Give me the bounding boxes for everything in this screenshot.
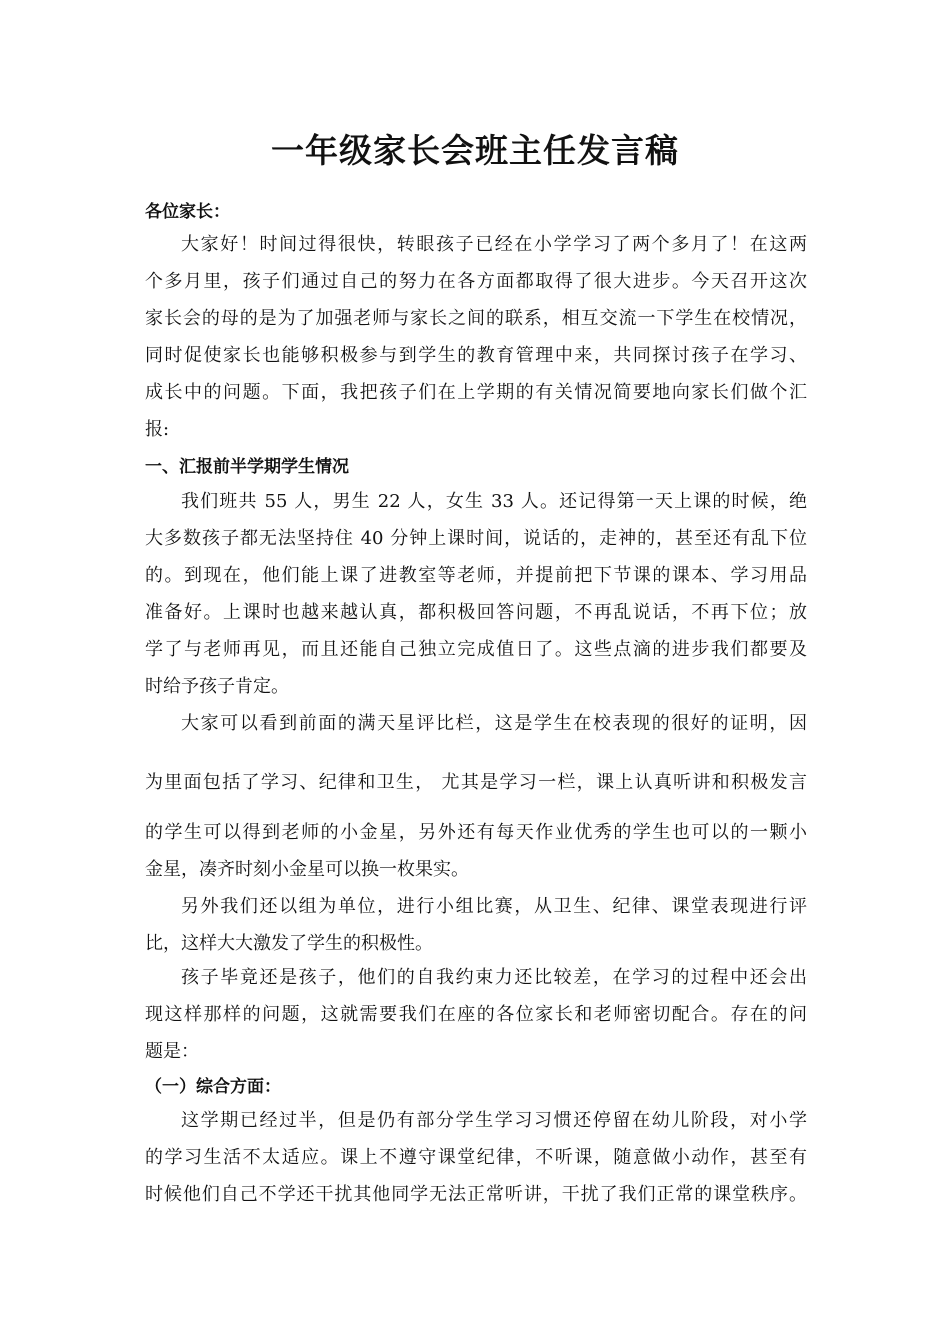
paragraph-line: 金星，凑齐时刻小金星可以换一枚果实。 [145,859,469,880]
paragraph-line: 时候他们自己不学还干扰其他同学无法正常听讲，干扰了我们正常的课堂秩序。 [145,1184,807,1205]
paragraph-line: 时给予孩子肯定。 [145,676,289,697]
paragraph-line: 个多月里，孩子们通过自己的努力在各方面都取得了很大进步。今天召开这次 [145,271,807,292]
paragraph-line: 另外我们还以组为单位，进行小组比赛，从卫生、纪律、课堂表现进行评 [181,896,807,917]
paragraph-line: 题是： [145,1041,199,1062]
paragraph-line: 的学生可以得到老师的小金星，另外还有每天作业优秀的学生也可以的一颗小 [145,822,807,843]
paragraph-line: 准备好。上课时也越来越认真，都积极回答问题，不再乱说话，不再下位；放 [145,602,807,623]
paragraph-line: 同时促使家长也能够积极参与到学生的教育管理中来，共同探讨孩子在学习、 [145,345,807,366]
paragraph-line: 大家可以看到前面的满天星评比栏，这是学生在校表现的很好的证明，因 [181,713,807,734]
paragraph-line: 比，这样大大激发了学生的积极性。 [145,933,433,954]
paragraph-line: 家长会的母的是为了加强老师与家长之间的联系，相互交流一下学生在校情况， [145,308,807,329]
paragraph-line: 我们班共 55 人，男生 22 人，女生 33 人。还记得第一天上课的时候，绝 [181,491,807,512]
paragraph-line: 孩子毕竟还是孩子，他们的自我约束力还比较差，在学习的过程中还会出 [181,967,807,988]
paragraph-line: 这学期已经过半，但是仍有部分学生学习习惯还停留在幼儿阶段，对小学 [181,1110,807,1131]
salutation: 各位家长： [145,202,230,222]
document-title: 一年级家长会班主任发言稿 [271,131,679,170]
section-heading: 一、汇报前半学期学生情况 [145,457,349,477]
paragraph-line: 大多数孩子都无法坚持住 40 分钟上课时间，说话的，走神的，甚至还有乱下位 [145,528,807,549]
paragraph-line: 成长中的问题。下面，我把孩子们在上学期的有关情况简要地向家长们做个汇 [145,382,807,403]
paragraph-line: 学了与老师再见，而且还能自己独立完成值日了。这些点滴的进步我们都要及 [145,639,807,660]
paragraph-line: 为里面包括了学习、纪律和卫生， 尤其是学习一栏，课上认真听讲和积极发言 [145,772,807,793]
paragraph-line: 的。到现在，他们能上课了进教室等老师，并提前把下节课的课本、学习用品 [145,565,807,586]
paragraph-line: 现这样那样的问题，这就需要我们在座的各位家长和老师密切配合。存在的问 [145,1004,807,1025]
paragraph-line: 的学习生活不太适应。课上不遵守课堂纪律，不听课，随意做小动作，甚至有 [145,1147,807,1168]
paragraph-line: 大家好！时间过得很快，转眼孩子已经在小学学习了两个多月了！在这两 [181,234,807,255]
subsection-heading: （一）综合方面： [145,1077,281,1097]
paragraph-line: 报: [145,419,170,440]
